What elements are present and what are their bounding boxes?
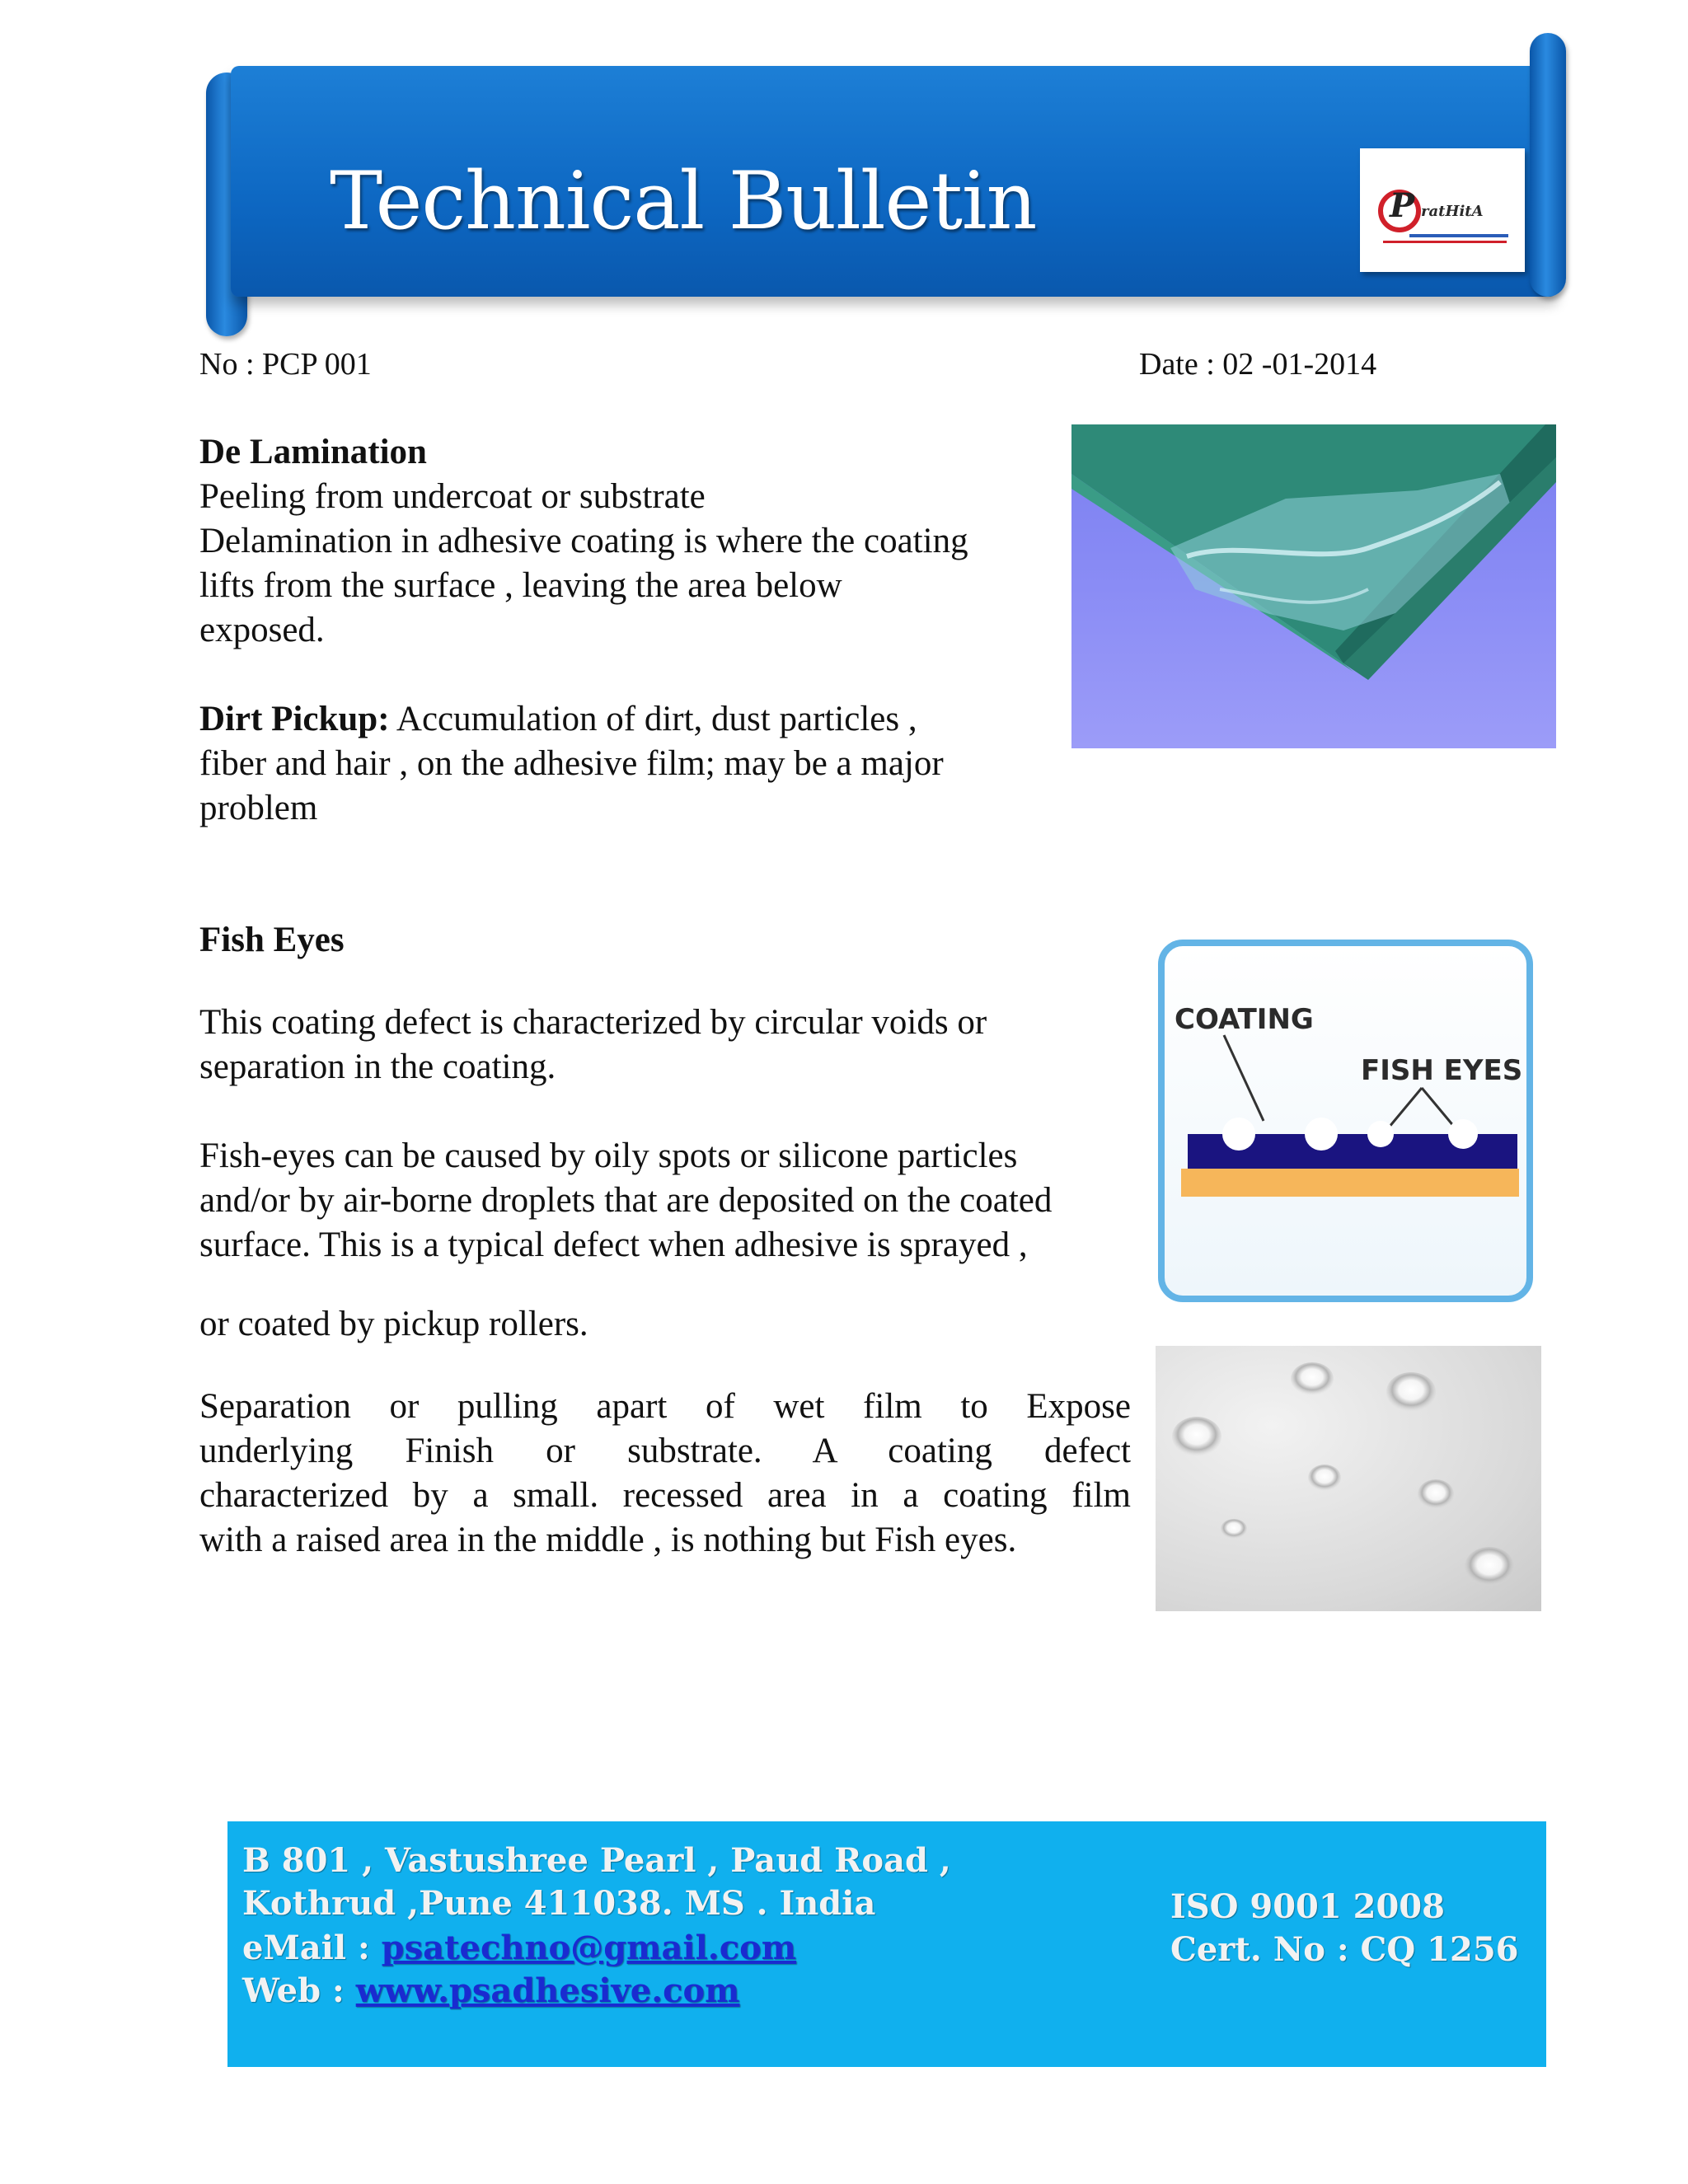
fish-eyes-line: surface. This is a typical defect when adhesive is sprayed , (199, 1226, 1028, 1264)
logo-letter: P (1390, 186, 1415, 225)
fish-eyes-heading: Fish Eyes (199, 921, 345, 959)
delamination-heading: De Lamination (199, 433, 427, 471)
company-logo (1360, 148, 1525, 272)
dirt-pickup-line: fiber and hair , on the adhesive film; may be a major (199, 744, 944, 783)
bulletin-date: Date : 02 -01-2014 (1139, 347, 1377, 382)
footer-web-label: Web : (242, 1971, 356, 2010)
fish-eyes-line: and/or by air-borne droplets that are deposited on the coated (199, 1181, 1053, 1220)
dirt-pickup-line: problem (199, 789, 318, 827)
fish-eyes-photo-graphic (1156, 1346, 1541, 1611)
delamination-line: lifts from the surface , leaving the area below (199, 566, 842, 605)
footer-web-link[interactable]: www.psadhesive.com (355, 1971, 740, 2010)
footer-web-row (242, 1971, 740, 2010)
fish-eyes-paragraph-2 (199, 1134, 1052, 1268)
footer-contact-band (227, 1821, 1546, 2067)
scroll-roll-right (1530, 33, 1566, 297)
dirt-pickup-text: Accumulation of dirt, dust particles , (389, 700, 917, 738)
diagram-label-fish-eyes: FISH EYES (1361, 1054, 1523, 1087)
delamination-line: Delamination in adhesive coating is where the coating (199, 522, 968, 560)
logo-underline-red (1383, 241, 1507, 243)
footer-cert: Cert. No : CQ 1256 (1170, 1930, 1519, 1969)
footer-email-link[interactable]: psatechno@gmail.com (381, 1929, 797, 1967)
banner-band (231, 66, 1558, 297)
delamination-line: Peeling from undercoat or substrate (199, 477, 706, 516)
logo-text: ratHitA (1421, 203, 1484, 220)
footer-email-row (242, 1929, 796, 1967)
fish-eyes-line: with a raised area in the middle , is nothing but Fish eyes. (199, 1521, 1017, 1559)
fish-eyes-paragraph-1 (199, 1001, 987, 1090)
footer-address-line-1: B 801 , Vastushree Pearl , Paud Road , (242, 1841, 951, 1880)
dirt-pickup-heading: Dirt Pickup: (199, 700, 390, 738)
fish-eyes-line: Separation or pulling apart of wet film to Expose (199, 1387, 1131, 1426)
fish-eyes-line: This coating defect is characterized by circular voids or (199, 1003, 987, 1042)
delamination-illustration (1071, 424, 1556, 748)
delamination-section (199, 430, 968, 653)
fish-eyes-photo (1156, 1346, 1541, 1611)
bulletin-number: No : PCP 001 (199, 347, 372, 382)
header-banner (206, 33, 1566, 338)
dirt-pickup-section (199, 697, 944, 831)
fish-eyes-line: Fish-eyes can be caused by oily spots or silicone particles (199, 1137, 1018, 1175)
delamination-photo (1071, 424, 1556, 748)
fish-eyes-paragraph-4 (199, 1385, 1131, 1563)
fish-eyes-line: separation in the coating. (199, 1047, 556, 1086)
footer-email-label: eMail : (242, 1929, 382, 1967)
diagram-label-coating: COATING (1175, 1003, 1314, 1036)
fish-eyes-paragraph-3: or coated by pickup rollers. (199, 1305, 588, 1343)
footer-iso: ISO 9001 2008 (1170, 1887, 1445, 1926)
dirt-pickup-line (199, 697, 944, 742)
logo-underline (1409, 234, 1508, 237)
delamination-line: exposed. (199, 611, 325, 649)
fish-eyes-line: characterized by a small. recessed area in a coating film (199, 1476, 1131, 1515)
fish-eyes-diagram-graphic (1165, 946, 1526, 1296)
fish-eyes-line: underlying Finish or substrate. A coating defect (199, 1432, 1131, 1470)
page-title: Technical Bulletin (330, 155, 1037, 247)
fish-eyes-diagram (1158, 940, 1533, 1302)
footer-address-line-2: Kothrud ,Pune 411038. MS . India (242, 1884, 876, 1923)
